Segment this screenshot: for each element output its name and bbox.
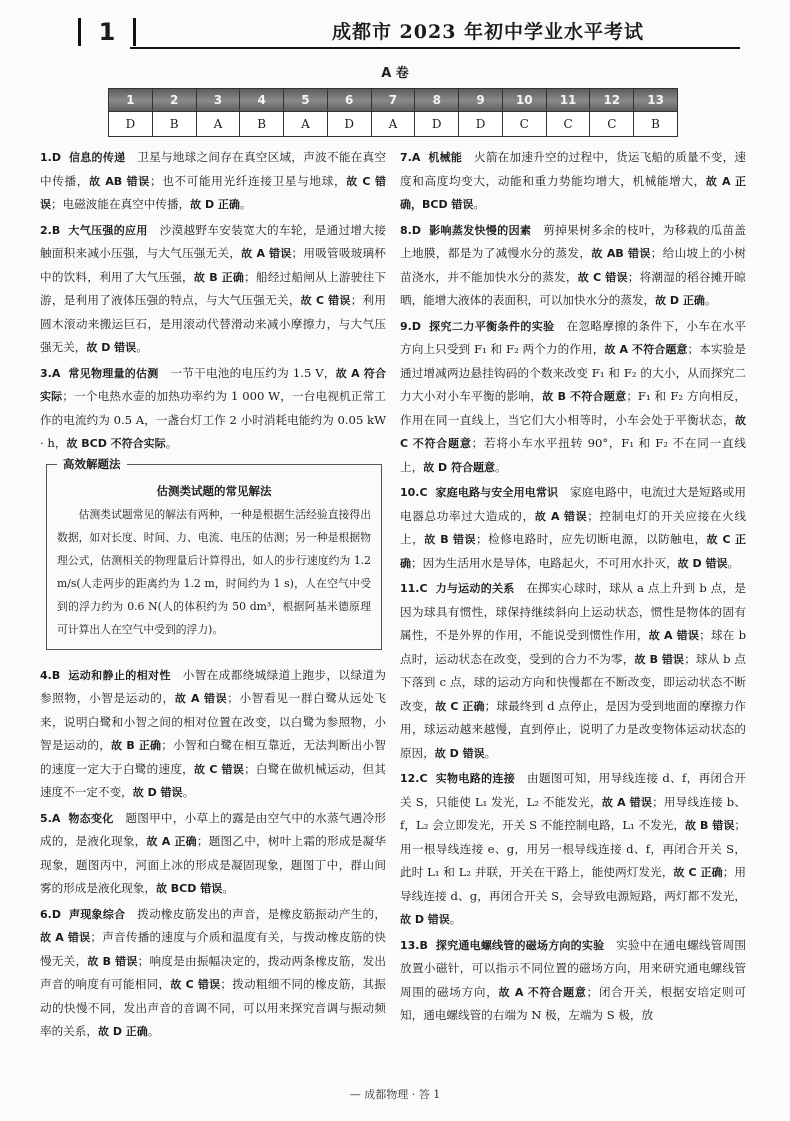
explanation-text: ；检修电路时，应先切断电源，以防触电， — [476, 532, 707, 546]
question-number-cell: 11 — [546, 89, 590, 112]
judgement-text: 故 C 正确 — [400, 533, 746, 570]
judgement-text: 故 B 正确 — [111, 739, 162, 752]
knowledge-point: 信息的传递 — [68, 151, 126, 164]
question-label: 7.A — [400, 151, 421, 164]
explanation-text: ；船经过船闸从上游驶往下游，是利用了液体压强的特点，与大气压强无关， — [40, 269, 386, 307]
judgement-text: 故 A 错误 — [601, 795, 653, 809]
judgement-text: 故 C 错误 — [194, 762, 245, 776]
knowledge-point: 机械能 — [428, 151, 463, 164]
judgement-text: 故 A 错误 — [174, 692, 228, 705]
knowledge-point: 常见物理量的估测 — [68, 366, 159, 380]
judgement-text: 故 A 正确 — [146, 835, 197, 848]
answer-cell: B — [240, 112, 284, 137]
judgement-text: 故 A 错误 — [40, 931, 91, 944]
answer-cell: C — [502, 112, 546, 137]
answer-explanation-2 — [40, 219, 386, 360]
explanation-text: 在掷实心球时，球从 a 点上升到 b 点，是因为球具有惯性，球保持继续斜向上运动状态，惯性是物体的固有属性，不是外界的作用，不能说受到惯性作用， — [400, 581, 747, 642]
judgement-text: 故 A 符合实际 — [40, 366, 387, 403]
judgement-text: 故 C 错误 — [577, 270, 628, 284]
judgement-text: 故 D 符合题意 — [423, 460, 495, 474]
answer-explanation-8 — [400, 219, 746, 313]
question-number-cell: 10 — [502, 89, 546, 112]
judgement-text: 故 BCD 错误 — [155, 882, 223, 895]
explanation-text: ；用吸管吸玻璃杯中的饮料，利用了大气压强， — [40, 246, 386, 284]
answer-cell: D — [415, 112, 459, 137]
explanation-text: 。 — [704, 293, 717, 307]
question-number-cell: 4 — [240, 89, 284, 112]
explanation-text: 沙漠越野车安装宽大的车轮，是通过增大接触面积来减小压强，与大气压强无关， — [40, 222, 386, 260]
knowledge-point: 物态变化 — [68, 811, 114, 825]
explanation-text: 卫星与地球之间存在真空区域，声波不能在真空中传播， — [40, 150, 386, 188]
judgement-text: 故 D 错误 — [86, 341, 137, 354]
answer-explanation-10 — [400, 481, 746, 575]
judgement-text: 故 BCD 不符合实际 — [66, 437, 166, 450]
explanation-text: ；若将小车水平扭转 90°，F₁ 和 F₂ 不在同一直线上， — [400, 436, 746, 474]
explanation-text: ；球最终到 d 点停止，是因为受到地面的摩擦力作用，球运动越来越慢，直到停止，说明了力是改变物体运动状态的原因， — [400, 698, 746, 760]
exam-title: 成都市 2023 年初中学业水平考试 — [331, 21, 645, 43]
explanation-text: 题图甲中，小草上的露是由空气中的水蒸气遇冷形成的，是液化现象， — [40, 810, 386, 848]
knowledge-point: 影响蒸发快慢的因素 — [428, 223, 532, 237]
explanation-text: 在忽略摩擦的条件下，小车在水平方向上只受到 F₁ 和 F₂ 两个力的作用， — [400, 318, 746, 356]
method-box — [46, 456, 382, 650]
explanation-text: 。 — [239, 197, 252, 211]
answer-explanation-5 — [40, 807, 386, 901]
explanation-text: 家庭电路中，电流过大是短路或用电器总功率过大造成的， — [400, 485, 746, 523]
judgement-text: 故 C 错误 — [300, 294, 351, 307]
explanation-text: 。 — [449, 912, 462, 926]
question-label: 5.A — [40, 811, 61, 825]
explanation-text: ；本实验是通过增减两边悬挂钩码的个数来改变 F₁ 和 F₂ 的大小，从而探究二力大小对小车平衡的影响， — [400, 342, 746, 403]
answer-cell: C — [590, 112, 634, 137]
knowledge-point: 家庭电路与安全用电常识 — [435, 486, 559, 499]
judgement-text: 故 C 正确 — [673, 866, 723, 879]
explanation-text: ；题图乙中，树叶上霜的形成是凝华现象，题图丙中，河面上冰的形成是凝固现象，题图丁中，群山间雾的形成是液化现象， — [40, 834, 386, 895]
judgement-text: 故 A 错误 — [534, 509, 588, 523]
question-number-cell: 2 — [152, 89, 196, 112]
explanation-text: ；拨动粗细不同的橡皮筋，其振动的快慢不同，发出声音的音调不同，可以用来探究音调与振动频率的关系， — [40, 977, 386, 1038]
judgement-text: 故 B 错误 — [87, 954, 138, 968]
judgement-text: 故 B 不符合题意 — [542, 390, 627, 403]
explanation-text: 小智在成都绕城绿道上跑步，以绿道为参照物，小智是运动的， — [40, 667, 386, 705]
explanation-text: 。 — [495, 459, 507, 474]
judgement-text: 故 A 错误 — [241, 247, 292, 260]
question-label: 9.D — [400, 319, 421, 333]
knowledge-point: 运动和静止的相对性 — [68, 668, 171, 682]
question-number-cell: 12 — [590, 89, 634, 112]
explanation-text: 剪掉果树多余的枝叶，为移栽的瓜苗盖上地膜，都是为了减慢水分的蒸发， — [400, 222, 746, 260]
answer-explanation-12 — [400, 767, 746, 932]
question-label: 10.C — [400, 486, 428, 499]
explanation-text: 。 — [727, 555, 740, 570]
explanation-text: 。 — [147, 1024, 160, 1038]
answer-cell: A — [284, 112, 328, 137]
judgement-text: 故 AB 错误 — [591, 247, 651, 260]
judgement-text: 故 A 正确，BCD 错误 — [400, 174, 746, 211]
explanation-text: 一节干电池的电压约为 1.5 V， — [170, 365, 336, 380]
explanation-text: ；F₁ 和 F₂ 方向相反，作用在同一直线上，当它们大小相等时，小车会处于平衡状态， — [400, 389, 746, 427]
question-number-cell: 5 — [284, 89, 328, 112]
answer-table-number-row — [109, 89, 678, 112]
knowledge-point: 声现象综合 — [68, 907, 126, 921]
explanation-text: ；用导线连接 d、g，再闭合开关 S，会导致电源短路，两灯都不发光， — [400, 865, 746, 903]
answer-explanation-7 — [400, 146, 746, 217]
judgement-text: 故 D 正确 — [97, 1025, 148, 1038]
question-label: 6.D — [40, 907, 61, 921]
question-number-cell: 7 — [371, 89, 415, 112]
explanation-text: 实验中在通电螺线管周围放置小磁针，可以指示不同位置的磁场方向，用来研究通电螺线管周围的磁场方向， — [400, 937, 746, 999]
explanation-text: 。 — [136, 340, 148, 354]
explanation-text: ；控制电灯的开关应接在火线上， — [400, 508, 746, 546]
explanation-text: ；利用圆木滚动来搬运巨石，是用滚动代替滑动来减小摩擦力，与大气压强无关， — [40, 293, 386, 354]
explanation-text: ；响度是由振幅决定的，拨动两条橡皮筋，发出声音的响度有可能相同， — [40, 953, 386, 991]
question-number-cell: 8 — [415, 89, 459, 112]
question-number-cell: 1 — [109, 89, 153, 112]
answer-cell: B — [152, 112, 196, 137]
judgement-text: 故 C 不符合题意 — [400, 413, 746, 450]
header-rule — [130, 47, 740, 49]
question-label: 3.A — [40, 366, 61, 380]
answer-table-answer-row — [109, 112, 678, 137]
judgement-text: 故 C 错误 — [170, 978, 221, 991]
knowledge-point: 大气压强的应用 — [68, 223, 148, 237]
method-box-text: 估测类试题常见的解法有两种，一种是根据生活经验直接得出数据，如对长度、时间、力、电流、电压的估测；另一种是根据物理公式，估测相关的物理量后计算得出，如人的步行速度约为 1.2 m/s(人走两步的距离约为 1.2 m，时间约为 1 s)，人在空气中受到的浮力约为 0.6 N(人的体积约为 50 dm³，根据阿基米德原理可计算出人在空气中受到的浮力)。 — [57, 507, 371, 636]
answer-cell: C — [546, 112, 590, 137]
answer-cell: D — [459, 112, 503, 137]
judgement-text: 故 D 错误 — [132, 786, 183, 799]
question-label: 1.D — [40, 151, 61, 164]
explanation-text: ；球在 b 点时，运动状态在改变，受到的合力不为零， — [400, 628, 746, 666]
explanation-text: ；闭合开关，根据安培定则可知，通电螺线管的右端为 N 极，左端为 S 极，放 — [400, 984, 746, 1022]
knowledge-point: 力与运动的关系 — [435, 582, 515, 595]
answer-explanation-9 — [400, 315, 746, 480]
judgement-text: 故 A 不符合题意 — [498, 985, 587, 999]
judgement-text: 故 D 正确 — [655, 294, 705, 307]
judgement-text: 故 D 错误 — [677, 556, 728, 570]
explanation-text: 由题图可知，用导线连接 d、f，再闭合开关 S，只能使 L₁ 发光，L₂ 不能发光， — [400, 771, 746, 809]
question-label: 12.C — [400, 772, 428, 785]
answer-explanation-13 — [400, 934, 746, 1028]
explanation-text: 。 — [182, 785, 195, 799]
explanation-text: 拨动橡皮筋发出的声音，是橡皮筋振动产生的， — [136, 906, 386, 921]
judgement-text: 故 AB 错误 — [89, 174, 150, 188]
explanation-text: ；用导线连接 b、f，L₂ 会立即发光，开关 S 不能控制电路，L₁ 不发光， — [400, 794, 746, 832]
answer-cell: D — [109, 112, 153, 137]
answer-explanation-1 — [40, 146, 386, 217]
section-title: A 卷 — [381, 66, 409, 81]
knowledge-point: 探究通电螺线管的磁场方向的实验 — [435, 938, 605, 952]
question-label: 4.B — [40, 668, 61, 682]
knowledge-point: 探究二力平衡条件的实验 — [428, 319, 555, 333]
explanation-text: ；因为生活用水是导体，电路起火，不可用水扑灭， — [411, 555, 678, 570]
judgement-text: 故 A 不符合题意 — [604, 343, 688, 356]
answer-cell: D — [327, 112, 371, 137]
left-column — [40, 146, 386, 1046]
judgement-text: 故 A 错误 — [648, 629, 700, 642]
answer-table — [108, 88, 678, 137]
judgement-text: 故 B 正确 — [193, 270, 245, 284]
answer-cell: A — [196, 112, 240, 137]
question-label: 11.C — [400, 582, 428, 595]
judgement-text: 故 C 正确 — [435, 699, 485, 713]
explanation-text: 火箭在加速升空的过程中，货运飞船的质量不变，速度和高度均变大，动能和重力势能均增大，机械能增大， — [400, 150, 746, 188]
explanation-text: ；声音传播的速度与介质和温度有关，与拨动橡皮筋的快慢无关， — [40, 930, 386, 968]
explanation-text: ；一个电热水壶的加热功率约为 1 000 W，一台电视机正常工作的电流约为 0.5 A，一盏台灯工作 2 小时消耗电能约为 0.05 kW · h， — [40, 389, 387, 450]
judgement-text: 故 D 正确 — [190, 198, 240, 211]
answer-cell: A — [371, 112, 415, 137]
question-label: 13.B — [400, 938, 428, 952]
judgement-text: 故 B 错误 — [634, 652, 685, 666]
explanation-text: ；将潮湿的稻谷摊开晾晒，能增大液体的表面积，可以加快水分的蒸发， — [400, 269, 746, 307]
judgement-text: 故 B 错误 — [424, 533, 477, 546]
answer-explanation-3 — [40, 362, 386, 456]
explanation-text: ；用一根导线连接 e、g，用另一根导线连接 d、f，再闭合开关 S，此时 L₁ 和 L₂ 并联，开关在干路上，能使两灯发光， — [400, 818, 746, 879]
question-number-cell: 13 — [634, 89, 678, 112]
explanation-text: 。 — [484, 745, 497, 760]
question-number-cell: 9 — [459, 89, 503, 112]
explanation-text: 。 — [222, 881, 234, 895]
explanation-text: ；电磁波能在真空中传播， — [51, 197, 191, 211]
page-footer: — 成都物理 · 答 1 — [349, 1088, 441, 1101]
question-number-cell: 3 — [196, 89, 240, 112]
question-label: 8.D — [400, 223, 421, 237]
answer-explanation-6 — [40, 903, 386, 1044]
judgement-text: 故 D 错误 — [434, 746, 485, 760]
judgement-text: 故 C 错误 — [40, 174, 386, 211]
explanation-text: ；球从 b 点下落到 c 点，球的运动方向和快慢都在不断改变，即运动状态不断改变， — [400, 651, 747, 713]
exam-number-box: 1 — [78, 18, 136, 46]
right-column — [400, 146, 746, 1030]
page-header — [78, 18, 728, 48]
explanation-text: ；给山坡上的小树苗浇水，并不能加快水分的蒸发， — [400, 246, 746, 284]
question-label: 2.B — [40, 223, 61, 237]
answer-cell: B — [634, 112, 678, 137]
judgement-text: 故 B 错误 — [685, 819, 735, 832]
explanation-text: ；白鹭在做机械运动，但其速度不一定不变， — [40, 761, 386, 799]
explanation-text: ；也不可能用光纤连接卫星与地球， — [149, 173, 347, 188]
judgement-text: 故 D 错误 — [400, 913, 450, 926]
answer-explanation-11 — [400, 577, 746, 765]
method-box-title: 估测类试题的常见解法 — [156, 483, 272, 498]
knowledge-point: 实物电路的连接 — [435, 772, 516, 785]
explanation-text: ；小智看见一群白鹭从远处飞来，说明白鹭和小智之间的相对位置在改变，以白鹭为参照物，小智是运动的， — [40, 691, 386, 752]
method-box-label: 高效解题法 — [57, 456, 127, 472]
explanation-text: 。 — [473, 197, 486, 211]
answer-explanation-4 — [40, 664, 386, 805]
explanation-text: 。 — [165, 436, 178, 450]
explanation-text: ；小智和白鹭在相互靠近，无法判断出小智的速度一定大于白鹭的速度， — [40, 738, 386, 776]
question-number-cell: 6 — [327, 89, 371, 112]
